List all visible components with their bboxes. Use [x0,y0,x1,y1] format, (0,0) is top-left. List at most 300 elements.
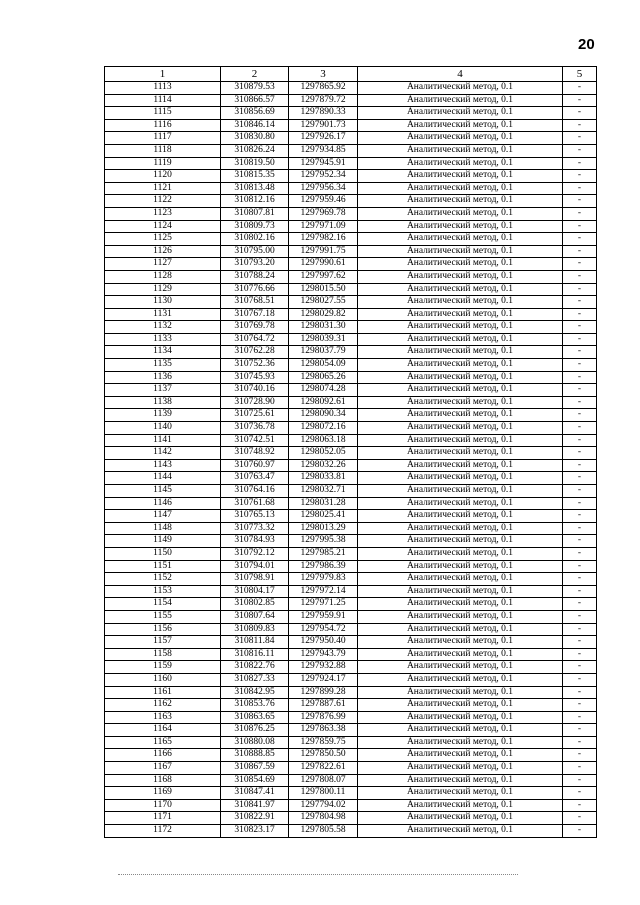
cell-point-number: 1133 [105,333,221,346]
cell-point-number: 1167 [105,762,221,775]
table-body [105,82,597,838]
cell-method: Аналитический метод, 0.1 [358,522,563,535]
cell-description: - [563,762,597,775]
table-row [105,762,597,775]
cell-x: 310812.16 [221,195,289,208]
cell-description: - [563,94,597,107]
cell-x: 310863.65 [221,711,289,724]
cell-y: 1297945.91 [289,157,358,170]
cell-method: Аналитический метод, 0.1 [358,195,563,208]
cell-x: 310794.01 [221,560,289,573]
cell-description: - [563,346,597,359]
coordinates-table [104,66,597,838]
cell-description: - [563,308,597,321]
cell-method: Аналитический метод, 0.1 [358,144,563,157]
cell-x: 310802.16 [221,233,289,246]
cell-x: 310867.59 [221,762,289,775]
table-row [105,359,597,372]
cell-x: 310795.00 [221,245,289,258]
table-row [105,233,597,246]
cell-method: Аналитический метод, 0.1 [358,82,563,95]
cell-y: 1297990.61 [289,258,358,271]
cell-point-number: 1164 [105,724,221,737]
cell-description: - [563,774,597,787]
table-row [105,724,597,737]
cell-y: 1297971.09 [289,220,358,233]
cell-y: 1297865.92 [289,82,358,95]
cell-method: Аналитический метод, 0.1 [358,422,563,435]
cell-y: 1298032.71 [289,485,358,498]
cell-y: 1297979.83 [289,573,358,586]
cell-description: - [563,233,597,246]
cell-point-number: 1160 [105,673,221,686]
table-row [105,661,597,674]
column-header-x: 2 [221,67,289,82]
cell-x: 310769.78 [221,321,289,334]
cell-point-number: 1139 [105,409,221,422]
cell-method: Аналитический метод, 0.1 [358,547,563,560]
cell-point-number: 1144 [105,472,221,485]
cell-point-number: 1118 [105,144,221,157]
cell-x: 310728.90 [221,396,289,409]
cell-point-number: 1116 [105,119,221,132]
cell-x: 310826.24 [221,144,289,157]
cell-point-number: 1138 [105,396,221,409]
cell-x: 310816.11 [221,648,289,661]
cell-point-number: 1125 [105,233,221,246]
cell-x: 310802.85 [221,598,289,611]
column-header-method: 4 [358,67,563,82]
cell-point-number: 1135 [105,359,221,372]
cell-description: - [563,510,597,523]
cell-point-number: 1143 [105,459,221,472]
cell-y: 1297876.99 [289,711,358,724]
cell-description: - [563,724,597,737]
cell-y: 1297956.34 [289,182,358,195]
cell-point-number: 1141 [105,434,221,447]
cell-point-number: 1165 [105,736,221,749]
table-row [105,296,597,309]
cell-method: Аналитический метод, 0.1 [358,686,563,699]
table-row [105,485,597,498]
cell-description: - [563,636,597,649]
cell-point-number: 1153 [105,585,221,598]
cell-description: - [563,157,597,170]
cell-point-number: 1150 [105,547,221,560]
cell-y: 1297899.28 [289,686,358,699]
cell-x: 310763.47 [221,472,289,485]
cell-point-number: 1157 [105,636,221,649]
cell-point-number: 1113 [105,82,221,95]
cell-method: Аналитический метод, 0.1 [358,233,563,246]
cell-x: 310793.20 [221,258,289,271]
cell-y: 1297995.38 [289,535,358,548]
table-row [105,346,597,359]
cell-point-number: 1169 [105,787,221,800]
column-header-point-number: 1 [105,67,221,82]
cell-point-number: 1131 [105,308,221,321]
table-row [105,673,597,686]
table-row [105,384,597,397]
cell-point-number: 1155 [105,610,221,623]
cell-x: 310748.92 [221,447,289,460]
cell-description: - [563,485,597,498]
cell-description: - [563,270,597,283]
table-row [105,333,597,346]
table-row [105,472,597,485]
cell-method: Аналитический метод, 0.1 [358,736,563,749]
cell-y: 1297805.58 [289,825,358,838]
cell-x: 310866.57 [221,94,289,107]
cell-x: 310798.91 [221,573,289,586]
cell-point-number: 1151 [105,560,221,573]
cell-x: 310876.25 [221,724,289,737]
table-row [105,396,597,409]
cell-method: Аналитический метод, 0.1 [358,296,563,309]
cell-method: Аналитический метод, 0.1 [358,371,563,384]
cell-method: Аналитический метод, 0.1 [358,283,563,296]
cell-x: 310880.08 [221,736,289,749]
cell-point-number: 1170 [105,799,221,812]
cell-y: 1298052.05 [289,447,358,460]
cell-x: 310765.13 [221,510,289,523]
cell-method: Аналитический метод, 0.1 [358,346,563,359]
cell-x: 310841.97 [221,799,289,812]
table-row [105,182,597,195]
cell-method: Аналитический метод, 0.1 [358,787,563,800]
cell-y: 1298031.28 [289,497,358,510]
table-row [105,787,597,800]
cell-x: 310809.73 [221,220,289,233]
cell-y: 1297943.79 [289,648,358,661]
cell-point-number: 1172 [105,825,221,838]
cell-x: 310767.18 [221,308,289,321]
table-row [105,157,597,170]
cell-y: 1297863.38 [289,724,358,737]
cell-x: 310815.35 [221,170,289,183]
cell-point-number: 1154 [105,598,221,611]
cell-method: Аналитический метод, 0.1 [358,673,563,686]
cell-method: Аналитический метод, 0.1 [358,308,563,321]
cell-point-number: 1162 [105,699,221,712]
cell-y: 1298072.16 [289,422,358,435]
table-row [105,610,597,623]
cell-method: Аналитический метод, 0.1 [358,434,563,447]
cell-x: 310819.50 [221,157,289,170]
cell-point-number: 1148 [105,522,221,535]
cell-method: Аналитический метод, 0.1 [358,220,563,233]
cell-x: 310854.69 [221,774,289,787]
cell-x: 310788.24 [221,270,289,283]
cell-description: - [563,82,597,95]
cell-method: Аналитический метод, 0.1 [358,384,563,397]
cell-x: 310847.41 [221,787,289,800]
cell-y: 1297950.40 [289,636,358,649]
cell-description: - [563,220,597,233]
cell-x: 310792.12 [221,547,289,560]
cell-x: 310807.81 [221,207,289,220]
table-row [105,321,597,334]
cell-x: 310846.14 [221,119,289,132]
cell-method: Аналитический метод, 0.1 [358,598,563,611]
cell-x: 310764.16 [221,485,289,498]
cell-description: - [563,434,597,447]
cell-method: Аналитический метод, 0.1 [358,560,563,573]
cell-point-number: 1114 [105,94,221,107]
cell-description: - [563,132,597,145]
cell-point-number: 1136 [105,371,221,384]
cell-x: 310822.76 [221,661,289,674]
cell-y: 1298090.34 [289,409,358,422]
table-row [105,132,597,145]
cell-method: Аналитический метод, 0.1 [358,182,563,195]
cell-point-number: 1166 [105,749,221,762]
table-row [105,749,597,762]
cell-y: 1297932.88 [289,661,358,674]
cell-point-number: 1142 [105,447,221,460]
table-row [105,547,597,560]
cell-point-number: 1122 [105,195,221,208]
table-row [105,207,597,220]
cell-description: - [563,321,597,334]
cell-method: Аналитический метод, 0.1 [358,774,563,787]
cell-method: Аналитический метод, 0.1 [358,762,563,775]
cell-description: - [563,661,597,674]
cell-y: 1298039.31 [289,333,358,346]
cell-method: Аналитический метод, 0.1 [358,333,563,346]
table-row [105,535,597,548]
cell-y: 1297969.78 [289,207,358,220]
table-row [105,560,597,573]
cell-method: Аналитический метод, 0.1 [358,207,563,220]
cell-point-number: 1128 [105,270,221,283]
cell-point-number: 1132 [105,321,221,334]
cell-x: 310742.51 [221,434,289,447]
cell-description: - [563,119,597,132]
cell-y: 1297887.61 [289,699,358,712]
table-row [105,447,597,460]
cell-description: - [563,825,597,838]
cell-x: 310784.93 [221,535,289,548]
cell-method: Аналитический метод, 0.1 [358,485,563,498]
table-row [105,434,597,447]
cell-method: Аналитический метод, 0.1 [358,447,563,460]
table-row [105,107,597,120]
cell-method: Аналитический метод, 0.1 [358,825,563,838]
cell-y: 1297822.61 [289,762,358,775]
cell-method: Аналитический метод, 0.1 [358,636,563,649]
cell-x: 310740.16 [221,384,289,397]
cell-method: Аналитический метод, 0.1 [358,711,563,724]
cell-method: Аналитический метод, 0.1 [358,623,563,636]
cell-method: Аналитический метод, 0.1 [358,749,563,762]
cell-description: - [563,296,597,309]
cell-description: - [563,749,597,762]
cell-point-number: 1152 [105,573,221,586]
table-row [105,573,597,586]
table-row [105,270,597,283]
table-row [105,245,597,258]
cell-description: - [563,699,597,712]
cell-x: 310768.51 [221,296,289,309]
table-row [105,220,597,233]
cell-y: 1297971.25 [289,598,358,611]
table-row [105,699,597,712]
table-row [105,686,597,699]
cell-x: 310725.61 [221,409,289,422]
cell-description: - [563,547,597,560]
cell-point-number: 1149 [105,535,221,548]
cell-x: 310736.78 [221,422,289,435]
cell-y: 1297985.21 [289,547,358,560]
cell-y: 1297800.11 [289,787,358,800]
table-row [105,636,597,649]
cell-y: 1298029.82 [289,308,358,321]
cell-y: 1297934.85 [289,144,358,157]
cell-point-number: 1146 [105,497,221,510]
cell-description: - [563,170,597,183]
cell-method: Аналитический метод, 0.1 [358,799,563,812]
cell-description: - [563,648,597,661]
table-row [105,598,597,611]
cell-y: 1298033.81 [289,472,358,485]
cell-y: 1298063.18 [289,434,358,447]
cell-point-number: 1123 [105,207,221,220]
cell-method: Аналитический метод, 0.1 [358,258,563,271]
table-row [105,119,597,132]
table-row [105,648,597,661]
table-row [105,497,597,510]
cell-point-number: 1126 [105,245,221,258]
cell-y: 1297952.34 [289,170,358,183]
cell-y: 1297972.14 [289,585,358,598]
cell-y: 1297986.39 [289,560,358,573]
cell-y: 1298032.26 [289,459,358,472]
cell-description: - [563,598,597,611]
cell-description: - [563,472,597,485]
cell-x: 310830.80 [221,132,289,145]
cell-y: 1298013.29 [289,522,358,535]
cell-y: 1298025.41 [289,510,358,523]
table-row [105,94,597,107]
cell-x: 310842.95 [221,686,289,699]
cell-description: - [563,144,597,157]
cell-description: - [563,711,597,724]
cell-description: - [563,623,597,636]
cell-y: 1298027.55 [289,296,358,309]
cell-method: Аналитический метод, 0.1 [358,170,563,183]
cell-point-number: 1120 [105,170,221,183]
cell-method: Аналитический метод, 0.1 [358,94,563,107]
cell-method: Аналитический метод, 0.1 [358,535,563,548]
cell-y: 1297924.17 [289,673,358,686]
table-row [105,799,597,812]
cell-description: - [563,447,597,460]
cell-point-number: 1134 [105,346,221,359]
cell-x: 310809.83 [221,623,289,636]
column-header-y: 3 [289,67,358,82]
table-row [105,736,597,749]
table-header-row [105,67,597,82]
cell-x: 310853.76 [221,699,289,712]
cell-y: 1298054.09 [289,359,358,372]
table-row [105,308,597,321]
table-row [105,283,597,296]
cell-method: Аналитический метод, 0.1 [358,610,563,623]
cell-description: - [563,207,597,220]
cell-point-number: 1117 [105,132,221,145]
page-number: 20 [578,36,595,53]
cell-method: Аналитический метод, 0.1 [358,459,563,472]
cell-point-number: 1119 [105,157,221,170]
cell-description: - [563,560,597,573]
table-row [105,170,597,183]
cell-description: - [563,787,597,800]
cell-y: 1297859.75 [289,736,358,749]
cell-description: - [563,673,597,686]
cell-x: 310762.28 [221,346,289,359]
cell-y: 1297794.02 [289,799,358,812]
cell-method: Аналитический метод, 0.1 [358,245,563,258]
cell-y: 1297997.62 [289,270,358,283]
cell-x: 310752.36 [221,359,289,372]
cell-method: Аналитический метод, 0.1 [358,661,563,674]
cell-y: 1298015.50 [289,283,358,296]
cell-method: Аналитический метод, 0.1 [358,573,563,586]
table-row [105,825,597,838]
table-row [105,774,597,787]
table-row [105,195,597,208]
cell-method: Аналитический метод, 0.1 [358,472,563,485]
cell-point-number: 1168 [105,774,221,787]
cell-point-number: 1147 [105,510,221,523]
cell-method: Аналитический метод, 0.1 [358,409,563,422]
cell-y: 1297850.50 [289,749,358,762]
cell-point-number: 1129 [105,283,221,296]
cell-description: - [563,497,597,510]
cell-y: 1298031.30 [289,321,358,334]
cell-method: Аналитический метод, 0.1 [358,812,563,825]
cell-point-number: 1127 [105,258,221,271]
cell-method: Аналитический метод, 0.1 [358,157,563,170]
cell-method: Аналитический метод, 0.1 [358,119,563,132]
cell-y: 1297808.07 [289,774,358,787]
cell-description: - [563,799,597,812]
cell-description: - [563,522,597,535]
cell-description: - [563,245,597,258]
cell-x: 310879.53 [221,82,289,95]
table-row [105,510,597,523]
cell-x: 310745.93 [221,371,289,384]
cell-description: - [563,333,597,346]
cell-method: Аналитический метод, 0.1 [358,270,563,283]
cell-y: 1297926.17 [289,132,358,145]
cell-description: - [563,409,597,422]
cell-description: - [563,459,597,472]
cell-description: - [563,182,597,195]
table-row [105,623,597,636]
table-row [105,258,597,271]
cell-method: Аналитический метод, 0.1 [358,497,563,510]
cell-method: Аналитический метод, 0.1 [358,724,563,737]
cell-description: - [563,422,597,435]
table-row [105,459,597,472]
cell-description: - [563,585,597,598]
cell-x: 310813.48 [221,182,289,195]
cell-point-number: 1145 [105,485,221,498]
cell-y: 1298037.79 [289,346,358,359]
cell-description: - [563,371,597,384]
